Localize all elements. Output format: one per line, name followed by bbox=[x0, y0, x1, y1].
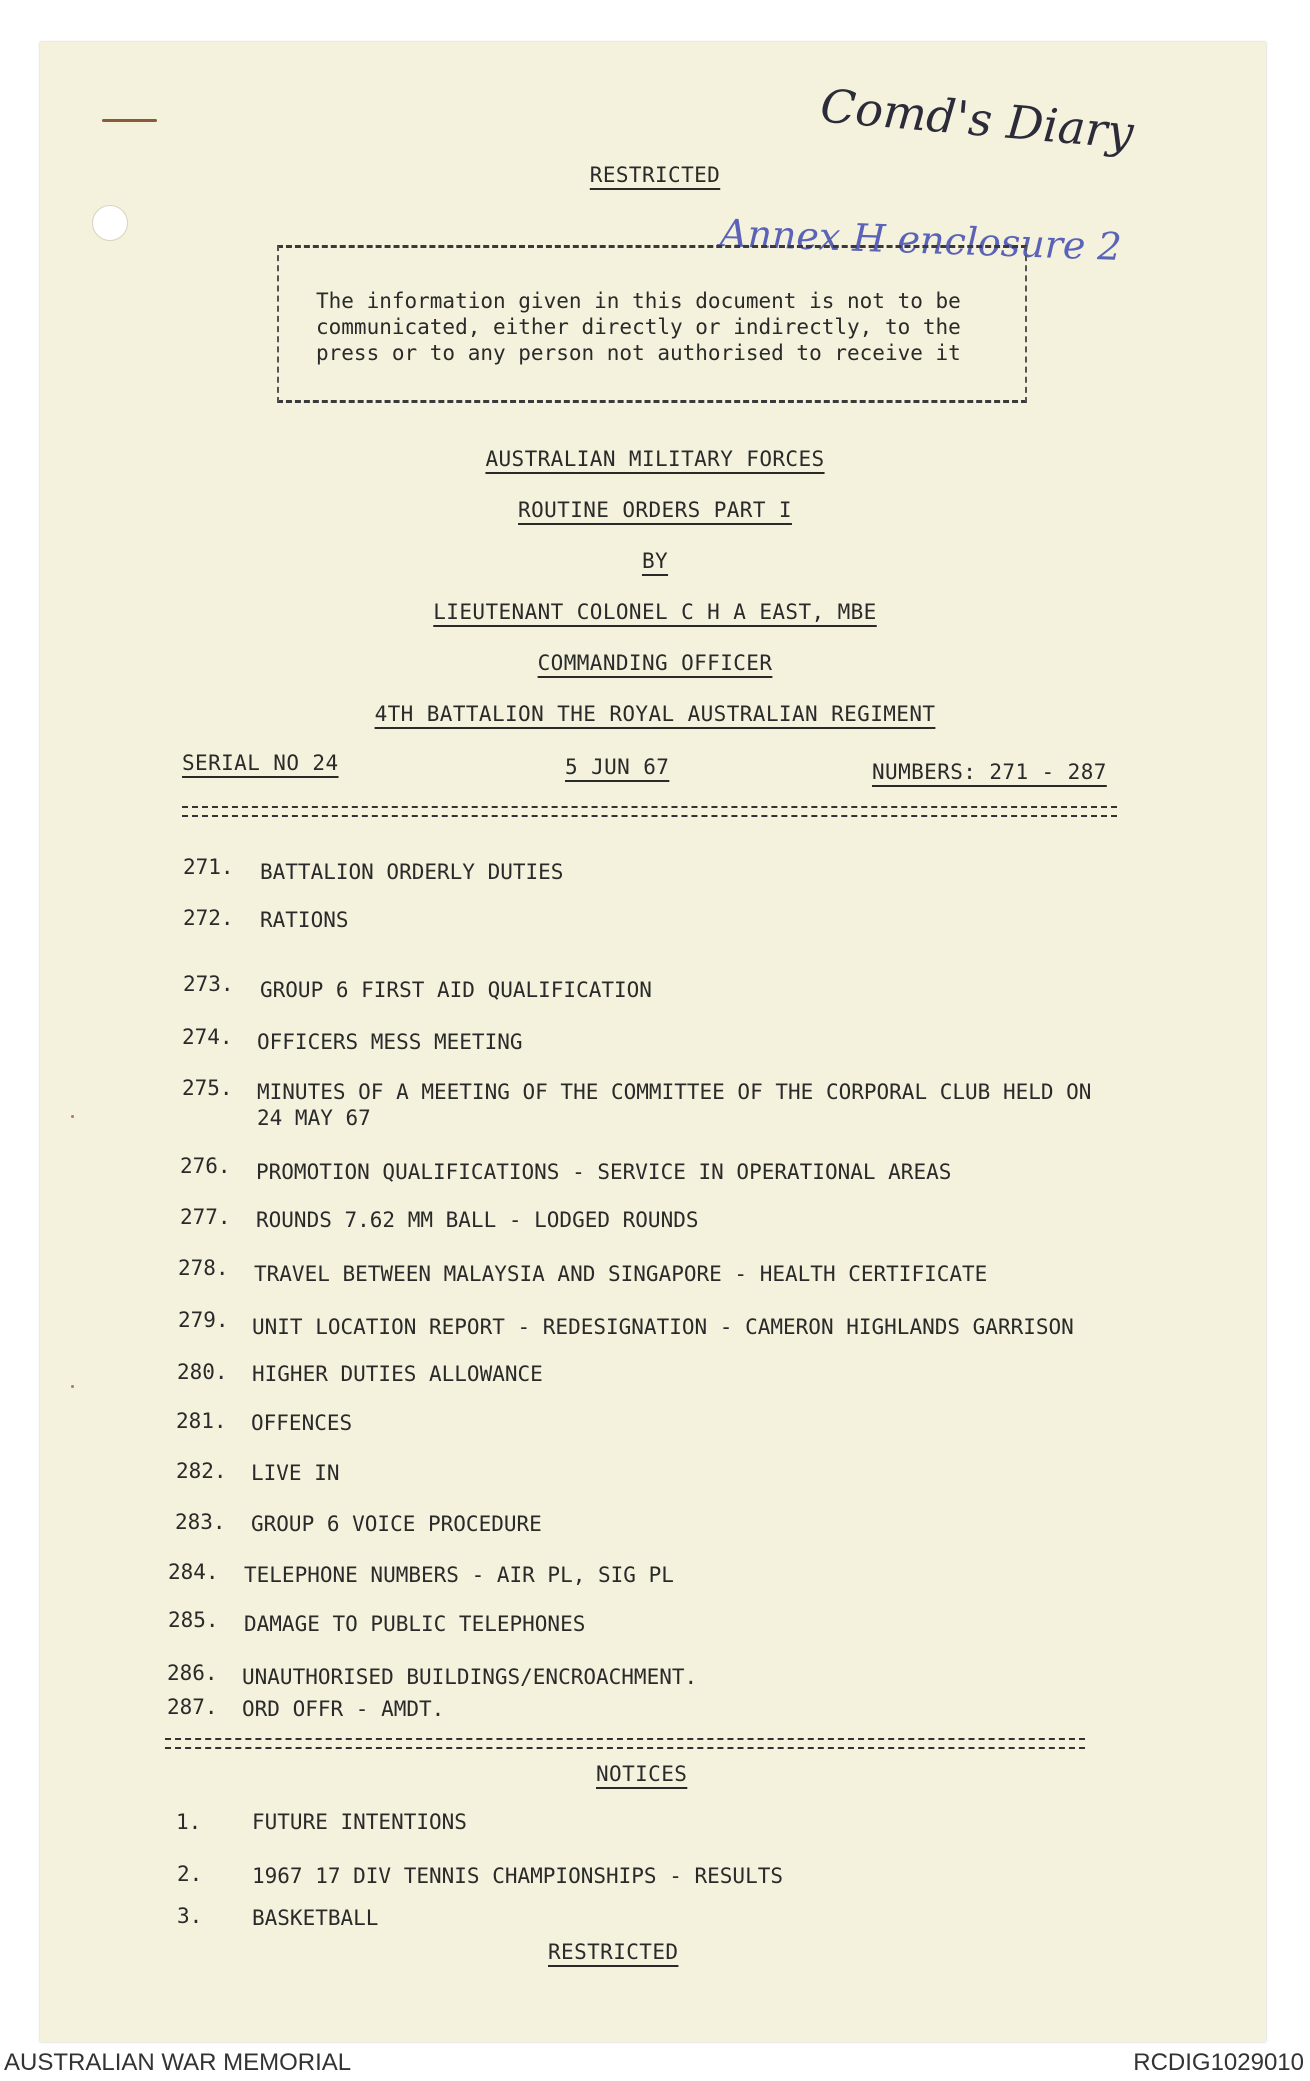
handwritten-diary-note: Comd's Diary bbox=[818, 78, 1136, 160]
order-title: GROUP 6 FIRST AID QUALIFICATION bbox=[260, 978, 652, 1002]
order-number: 286. bbox=[167, 1661, 218, 1685]
order-number: 285. bbox=[168, 1608, 219, 1632]
archive-footer bbox=[0, 2043, 1310, 2081]
order-title: LIVE IN bbox=[251, 1461, 340, 1485]
notice-title: BASKETBALL bbox=[252, 1906, 379, 1930]
order-number: 280. bbox=[177, 1360, 228, 1384]
order-title-continued: 24 MAY 67 bbox=[257, 1106, 371, 1130]
order-title: PROMOTION QUALIFICATIONS - SERVICE IN OPERATIONAL AREAS bbox=[256, 1160, 952, 1184]
unit-name: 4TH BATTALION THE ROYAL AUSTRALIAN REGIMENT bbox=[374, 702, 936, 726]
pencil-mark bbox=[102, 119, 157, 122]
order-title: ORD OFFR - AMDT. bbox=[242, 1697, 445, 1721]
order-title: GROUP 6 VOICE PROCEDURE bbox=[251, 1512, 542, 1536]
order-title: UNAUTHORISED BUILDINGS/ENCROACHMENT. bbox=[242, 1665, 698, 1689]
notice-number: 3. bbox=[177, 1904, 203, 1928]
order-number: 275. bbox=[182, 1076, 233, 1100]
officer-role: COMMANDING OFFICER bbox=[537, 651, 773, 675]
pencil-dot bbox=[71, 1115, 74, 1118]
order-title: UNIT LOCATION REPORT - REDESIGNATION - CAMERON HIGHLANDS GARRISON bbox=[252, 1315, 1074, 1339]
order-number: 287. bbox=[167, 1695, 218, 1719]
order-number: 276. bbox=[180, 1154, 231, 1178]
classification-bottom: RESTRICTED bbox=[548, 1940, 679, 1964]
order-number: 281. bbox=[176, 1409, 227, 1433]
doc-title: ROUTINE ORDERS PART I bbox=[518, 498, 792, 522]
order-title: HIGHER DUTIES ALLOWANCE bbox=[252, 1362, 543, 1386]
order-number: 274. bbox=[182, 1025, 233, 1049]
order-number: 273. bbox=[183, 972, 234, 996]
punch-hole bbox=[92, 205, 128, 241]
order-title: OFFICERS MESS MEETING bbox=[257, 1030, 523, 1054]
separator-bottom bbox=[165, 1738, 1085, 1749]
order-title: DAMAGE TO PUBLIC TELEPHONES bbox=[244, 1612, 586, 1636]
archive-id: RCDIG1029010 bbox=[1133, 2049, 1304, 2076]
notice-number: 1. bbox=[176, 1810, 202, 1834]
order-title: RATIONS bbox=[260, 908, 349, 932]
order-title: ROUNDS 7.62 MM BALL - LODGED ROUNDS bbox=[256, 1208, 699, 1232]
order-number: 282. bbox=[176, 1459, 227, 1483]
by-line: BY bbox=[641, 549, 669, 573]
serial-number: SERIAL NO 24 bbox=[182, 751, 339, 775]
org-title: AUSTRALIAN MILITARY FORCES bbox=[485, 447, 825, 471]
restriction-notice-text: The information given in this document is not to be communicated, either directly or indirectly, to the press or to any person not authorised to receive it bbox=[316, 289, 961, 365]
pencil-dot bbox=[71, 1385, 74, 1388]
order-title: OFFENCES bbox=[251, 1411, 353, 1435]
order-number: 279. bbox=[178, 1308, 229, 1332]
order-date: 5 JUN 67 bbox=[565, 755, 670, 779]
notice-title: 1967 17 DIV TENNIS CHAMPIONSHIPS - RESULTS bbox=[252, 1864, 784, 1888]
order-title: TRAVEL BETWEEN MALAYSIA AND SINGAPORE - HEALTH CERTIFICATE bbox=[254, 1262, 988, 1286]
order-number: 284. bbox=[168, 1560, 219, 1584]
order-title: BATTALION ORDERLY DUTIES bbox=[260, 860, 564, 884]
order-title: MINUTES OF A MEETING OF THE COMMITTEE OF THE CORPORAL CLUB HELD ON bbox=[257, 1080, 1092, 1104]
archive-name: AUSTRALIAN WAR MEMORIAL bbox=[4, 2049, 352, 2076]
notice-number: 2. bbox=[177, 1862, 203, 1886]
officer-name: LIEUTENANT COLONEL C H A EAST, MBE bbox=[433, 600, 877, 624]
notice-title: FUTURE INTENTIONS bbox=[252, 1810, 467, 1834]
order-number: 278. bbox=[178, 1256, 229, 1280]
order-number: 283. bbox=[175, 1510, 226, 1534]
separator-top bbox=[182, 806, 1117, 817]
order-numbers: NUMBERS: 271 - 287 bbox=[872, 760, 1107, 784]
order-title: TELEPHONE NUMBERS - AIR PL, SIG PL bbox=[244, 1563, 674, 1587]
handwritten-annex-note: Annex H enclosure 2 bbox=[719, 211, 1123, 269]
classification-top: RESTRICTED bbox=[589, 163, 721, 187]
order-number: 272. bbox=[183, 906, 234, 930]
notices-heading: NOTICES bbox=[596, 1762, 688, 1786]
order-number: 271. bbox=[183, 855, 234, 879]
order-number: 277. bbox=[180, 1205, 231, 1229]
